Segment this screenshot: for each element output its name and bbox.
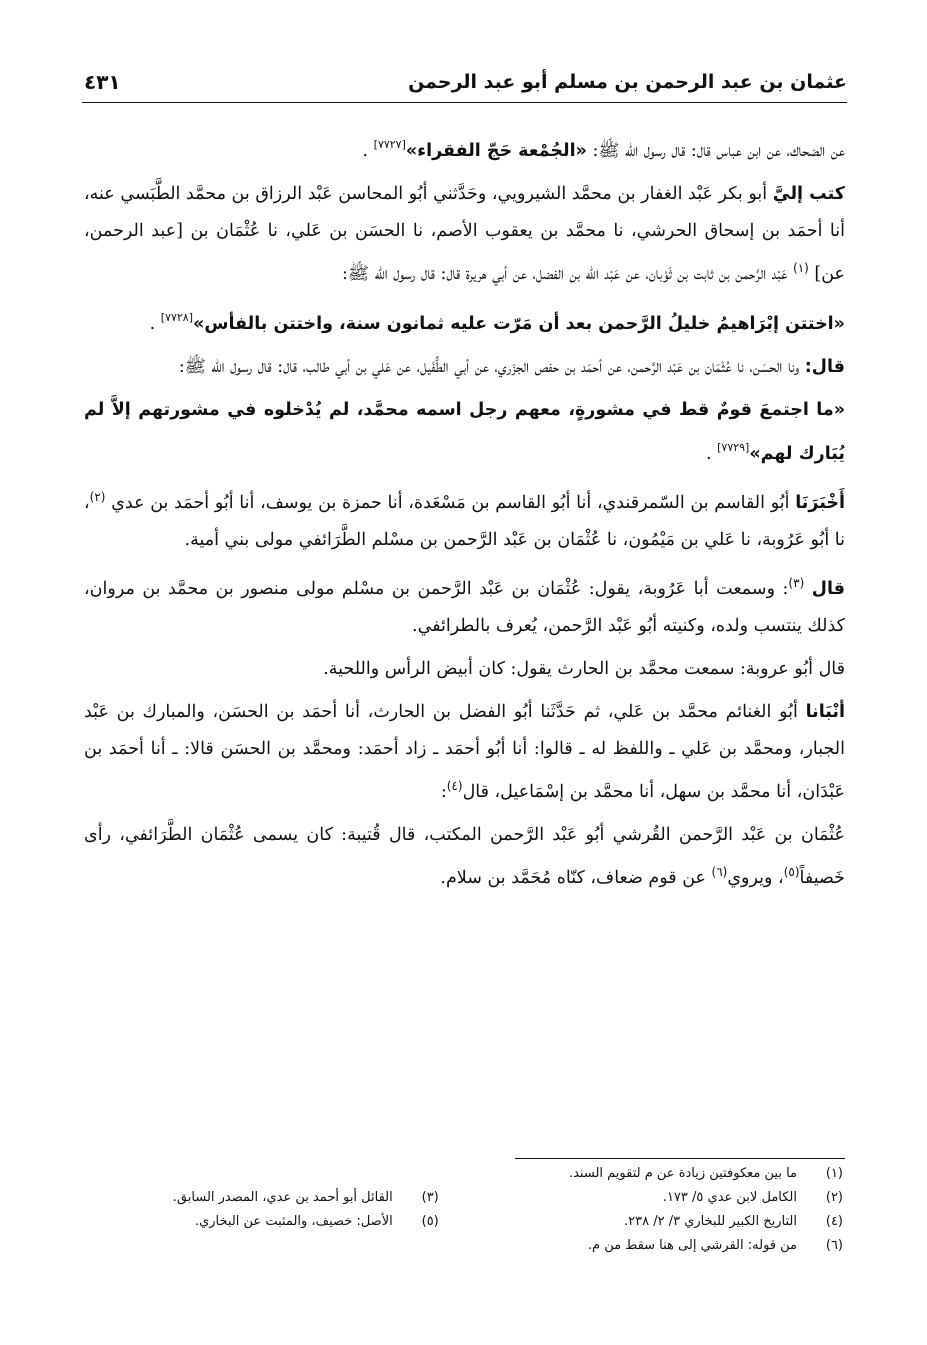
footnote-marker: (٥) (783, 865, 800, 879)
footnote-marker: (١) (793, 261, 809, 275)
footnote-number: (٢) (825, 1190, 843, 1205)
hadith-text: «اختتن إبْرَاهيمُ خليلُ الرَّحمن بعد أن مَرّت عليه ثمانون سنة، واختتن بالفأس» (193, 314, 845, 334)
footnote-row (108, 1234, 843, 1258)
footnote-row (108, 1186, 843, 1210)
footnote-text: القائل أبو أحمد بن عدي، المصدر السابق. (172, 1190, 393, 1205)
page-number: ٤٣١ (84, 70, 121, 94)
footnote-text: ما بين معكوفتين زيادة عن م لتقويم السند. (568, 1166, 797, 1181)
footnote-marker: (٢) (89, 490, 106, 504)
footnote-4 (439, 1210, 843, 1234)
paragraph-lead: قال: (804, 357, 845, 377)
paragraph-isnad-1 (84, 176, 845, 293)
footnote-text: التاريخ الكبير للبخاري ٣/ ٢/ ٢٣٨. (624, 1214, 797, 1229)
page-header-title: عثمان بن عبد الرحمن بن مسلم أبو عبد الرحمن (408, 71, 847, 93)
footnote-number: (٤) (825, 1214, 843, 1229)
paragraph-tail: . (705, 444, 712, 464)
main-text (84, 126, 845, 897)
footnote-1 (439, 1162, 843, 1186)
paragraph-text: أبُو القاسم بن السّمرقندي، أنا أبُو القاسم بن مَسْعَدة، أنا حمزة بن يوسف، أنا أبُو أحمَد بن عدي (111, 493, 796, 513)
footnote-6 (439, 1234, 843, 1258)
hadith-number: [٧٧٢٩] (717, 441, 750, 454)
paragraph-text: أبُو الغنائم محمَّد بن عَلي، ثم حَدَّثَنا أبُو الفضل بن الحارث، أنا أحمَد بن الحسَن، والمبارك بن عَبْد الجبار، ومحمَّد بن عَلي ـ واللفظ له ـ قالوا: أنا أبُو أحمَد ـ زاد أحمَد: ومحمَّد بن الحسَن قالا: ـ أنا أحمَد بن عَبْدَان، أنا محمَّد بن سهل، أنا محمَّد بن إسْمَاعيل، قال (84, 702, 845, 802)
footnote-number: (٥) (421, 1214, 439, 1229)
paragraph-text: قال أبُو عروبة: سمعت محمَّد بن الحارث يقول: كان أبيض الرأس واللحية. (323, 659, 845, 679)
footnote-3 (108, 1186, 439, 1210)
paragraph-text: أبو بكر عَبْد الغفار بن محمَّد الشيرويي، وحَدَّثني أبُو المحاسن عَبْد الرزاق بن محمَّد الطَّبَسي عنه، أنا أحمَد بن إسحاق الحرشي، نا محمَّد بن يعقوب الأصم، نا الحسَن بن عَلي، نا عُثْمَان بن [عبد الرحمن، عن] (84, 184, 845, 284)
hadith-number: [٧٧٢٨] (160, 311, 194, 324)
hadith-text: «الجُمْعة حَجّ الفقراء» (405, 141, 587, 161)
paragraph-isnad-4 (84, 694, 845, 811)
paragraph-tail: . (362, 141, 369, 161)
paragraph-text-continued: ، نا أبُو عَرُوبة، نا عَلي بن مَيْمُون، نا عُثْمَان بن عَبْد الرَّحمن بن مسْلم الطَّرَائفي مولى بني أمية. (84, 493, 845, 550)
footnote-number: (١) (825, 1166, 843, 1181)
paragraph-isnad-2 (84, 349, 845, 386)
footnote-5 (108, 1210, 439, 1234)
paragraph-isnad-3 (84, 479, 845, 559)
header-rule (82, 102, 847, 103)
footnote-2 (439, 1186, 843, 1210)
paragraph-tail: . (149, 314, 156, 334)
paragraph-hadith-7728 (84, 299, 845, 343)
paragraph-lead: كتب إليَّ (772, 184, 845, 204)
footnote-spacer (108, 1162, 439, 1186)
footnote-row (108, 1210, 843, 1234)
paragraph-lead: أَخْبَرَنَا (795, 493, 845, 513)
footnote-text: الأصل: خصيف، والمثبت عن البخاري. (194, 1214, 393, 1229)
footnote-marker: (٣) (788, 576, 805, 590)
paragraph-text: : وسمعت أبا عَرُوبة، يقول: عُثْمَان بن عَبْد الرَّحمن بن مسْلم مولى منصور بن محمَّد بن مروان، كذلك ينتسب ولده، وكنيته أبُو عَبْد الرَّحمن، يُعرف بالطرائفي. (84, 579, 845, 636)
footnotes (108, 1162, 843, 1258)
footnote-text: من قوله: القرشي إلى هنا سقط من م. (587, 1238, 797, 1253)
paragraph-text: ونا الحسَن، نا عُثْمَان بن عَبْد الرَّحمن، عن أحمَد بن حفص الجزَري، عن أبي الطُّفَيل، عن عَلي بن أبي طالب، قال: قال رسول الله ﷺ: (178, 357, 805, 377)
footnote-marker: (٤) (446, 779, 463, 793)
hadith-text: «ما اجتمعَ قومٌ قط في مشورةٍ، معهم رجل اسمه محمَّد، لم يُدْخلوه في مشورتهم إلاَّ لم يُبَارك لهم» (84, 400, 845, 464)
paragraph-lead: قال (811, 579, 845, 599)
footnote-rule (515, 1158, 845, 1159)
footnote-spacer (108, 1234, 439, 1258)
paragraph-text-continued: ، ويروي (727, 868, 784, 888)
paragraph-biography (84, 817, 845, 897)
paragraph-text-end: عن قوم ضعاف، كنّاه مُحَمَّد بن سلام. (440, 868, 712, 888)
paragraph-text-continued: : (440, 782, 447, 802)
paragraph-lead: أنْبَانا (805, 702, 845, 722)
running-header (84, 62, 847, 102)
paragraph-abu-aruba (84, 651, 845, 688)
footnote-marker: (٦) (711, 865, 728, 879)
paragraph-hadith-7729 (84, 392, 845, 473)
hadith-number: [٧٧٢٧] (373, 138, 406, 151)
footnote-number: (٣) (421, 1190, 439, 1205)
paragraph-text: عن الضحاك، عن ابن عباس قال: قال رسول الله ﷺ: (586, 141, 845, 161)
paragraph-qala (84, 565, 845, 645)
paragraph-text-continued: عَبْد الرَّحمن بن ثابت بن ثَوْبان، عن عَبْد اللّه بن الفضل، عن أبي هريرة قال: قال رسول الله ﷺ: (342, 264, 793, 284)
footnote-row (108, 1162, 843, 1186)
footnote-text: الكامل لابن عدي ٥/ ١٧٣. (662, 1190, 797, 1205)
paragraph-hadith-7727 (84, 126, 845, 170)
paragraph-text: عُثْمَان بن عَبْد الرَّحمن القُرشي أبُو عَبْد الرَّحمن المكتب، قال قُتيبة: كان يسمى عُثْمَان الطَّرَائفي، رأى خَصيفاً (84, 825, 845, 888)
footnote-number: (٦) (825, 1238, 843, 1253)
